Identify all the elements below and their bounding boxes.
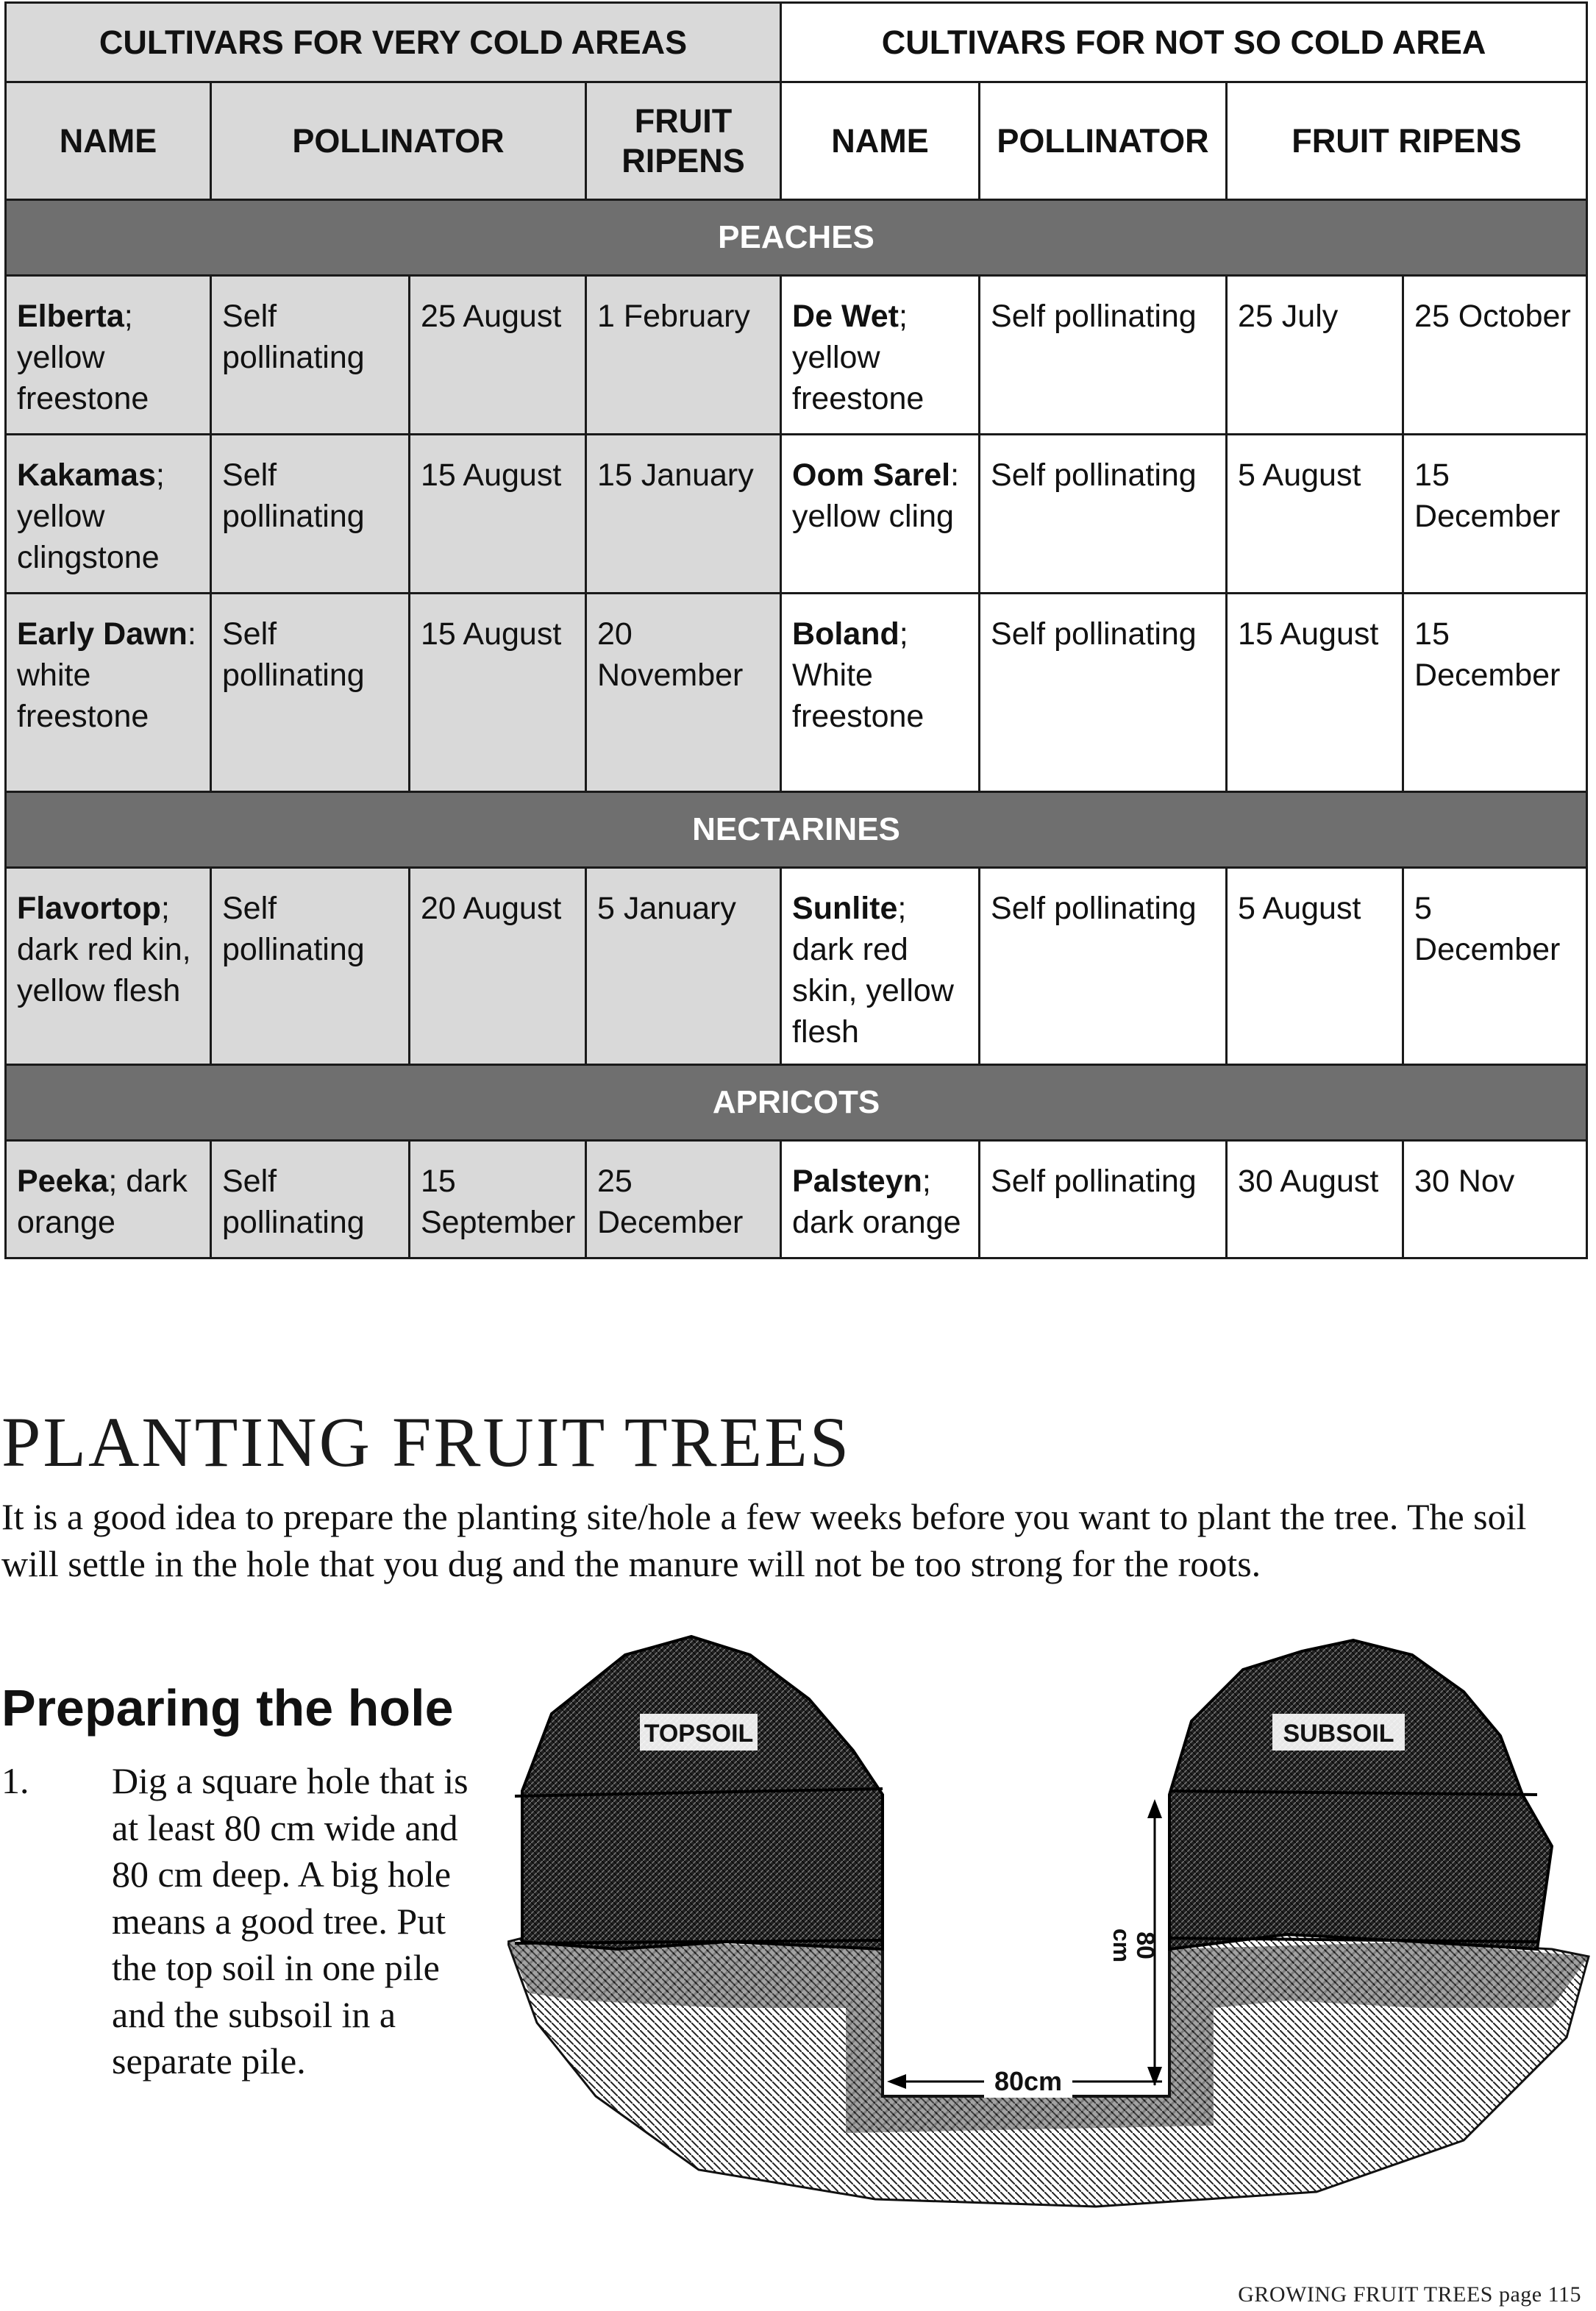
width-label: 80cm xyxy=(994,2066,1063,2096)
ripens-value: 15 January xyxy=(597,457,754,493)
cultivar-name-cell xyxy=(6,435,211,594)
pollinator-value: Self pollinating xyxy=(991,1164,1197,1199)
cultivar-description: ; dark red kin, yellow flesh xyxy=(17,891,191,1008)
date-value: 5 August xyxy=(1238,457,1361,493)
pollinator-cell xyxy=(980,1141,1227,1258)
subsoil-label: SUBSOIL xyxy=(1283,1720,1394,1748)
cultivar-description: ; dark orange xyxy=(792,1164,961,1240)
ripens-cell xyxy=(586,594,781,792)
cultivar-name-cell xyxy=(6,1141,211,1258)
date-cell xyxy=(1227,868,1403,1065)
section-header: NECTARINES xyxy=(6,792,1587,868)
cultivar-description: ; White freestone xyxy=(792,616,925,734)
ripens-cell xyxy=(586,276,781,435)
cultivar-description: ; yellow freestone xyxy=(792,299,925,416)
warm-areas-title: CULTIVARS FOR NOT SO COLD AREA xyxy=(781,3,1587,82)
pollinator-cell xyxy=(211,276,410,435)
subsection-heading: Preparing the hole xyxy=(1,1679,454,1737)
date-cell xyxy=(1227,435,1403,594)
pollinator-value: Self pollinating xyxy=(991,299,1197,334)
date-value: 25 August xyxy=(421,299,562,334)
topsoil-label: TOPSOIL xyxy=(644,1720,754,1748)
cultivar-name-cell xyxy=(6,594,211,792)
intro-paragraph: It is a good idea to prepare the planting site/hole a few weeks before you want to plant the tree. The soil will settle in the hole that you dug and the manure will not be too strong for the roots. xyxy=(1,1496,1527,1584)
cultivar-description: ; dark red skin, yellow flesh xyxy=(792,891,954,1050)
ripens-value: 30 Nov xyxy=(1414,1164,1515,1199)
date-value: 5 August xyxy=(1238,891,1361,926)
date-cell xyxy=(1227,1141,1403,1258)
cultivar-name-cell xyxy=(6,276,211,435)
cultivar-name: Kakamas xyxy=(17,457,156,493)
ripens-cell xyxy=(586,1141,781,1258)
date-value: 15 August xyxy=(421,457,562,493)
pollinator-value: Self pollinating xyxy=(222,299,365,375)
pollinator-cell xyxy=(211,594,410,792)
depth-unit-label: cm xyxy=(1108,1928,1135,1963)
pollinator-value: Self pollinating xyxy=(991,616,1197,652)
date-cell xyxy=(1227,594,1403,792)
cultivar-name: Sunlite xyxy=(792,891,898,926)
date-cell xyxy=(410,435,586,594)
date-value: 25 July xyxy=(1238,299,1339,334)
cultivar-name-cell xyxy=(781,594,980,792)
pollinator-value: Self pollinating xyxy=(222,1164,365,1240)
cultivar-name: Elberta xyxy=(17,299,124,334)
col-header-fruit-ripens: FRUIT RIPENS xyxy=(1227,82,1587,200)
cultivar-name-cell xyxy=(781,435,980,594)
ripens-value: 20 November xyxy=(597,616,744,693)
cultivar-name: Palsteyn xyxy=(792,1164,922,1199)
pollinator-cell xyxy=(211,435,410,594)
date-cell xyxy=(1227,276,1403,435)
table-row xyxy=(6,868,1587,1065)
pollinator-value: Self pollinating xyxy=(222,457,365,534)
col-header-name: NAME xyxy=(781,82,980,200)
ripens-value: 1 February xyxy=(597,299,750,334)
cultivar-name: De Wet xyxy=(792,299,899,334)
section-title: PLANTING FRUIT TREES xyxy=(1,1403,852,1481)
pollinator-cell xyxy=(980,276,1227,435)
col-header-name: NAME xyxy=(6,82,211,200)
cultivar-name: Boland xyxy=(792,616,899,652)
pollinator-value: Self pollinating xyxy=(991,457,1197,493)
section-header: PEACHES xyxy=(6,200,1587,276)
table-row xyxy=(6,435,1587,594)
cultivar-name-cell xyxy=(781,868,980,1065)
col-header-pollinator: POLLINATOR xyxy=(980,82,1227,200)
cultivar-name: Oom Sarel xyxy=(792,457,951,493)
page-footer: GROWING FRUIT TREES page 115 xyxy=(1238,2282,1581,2307)
ripens-value: 15 December xyxy=(1414,457,1561,534)
ripens-value: 25 October xyxy=(1414,299,1571,334)
cultivar-name-cell xyxy=(781,276,980,435)
ripens-value: 15 December xyxy=(1414,616,1561,693)
cultivar-table xyxy=(4,1,1588,1259)
date-value: 15 August xyxy=(1238,616,1379,652)
step-text: Dig a square hole that is at least 80 cm wide and 80 cm deep. A big hole means a good tree. Put the top soil in one pile and the subsoil in a separate pile. xyxy=(112,1760,469,2082)
pollinator-cell xyxy=(211,1141,410,1258)
ripens-cell xyxy=(1403,276,1587,435)
date-cell xyxy=(410,868,586,1065)
ripens-cell xyxy=(1403,435,1587,594)
ripens-cell xyxy=(1403,1141,1587,1258)
date-value: 20 August xyxy=(421,891,562,926)
ripens-cell xyxy=(586,435,781,594)
table-row xyxy=(6,594,1587,792)
cultivar-name-cell xyxy=(781,1141,980,1258)
pollinator-value: Self pollinating xyxy=(991,891,1197,926)
pollinator-cell xyxy=(980,435,1227,594)
ripens-value: 25 December xyxy=(597,1164,744,1240)
cold-areas-title: CULTIVARS FOR VERY COLD AREAS xyxy=(6,3,781,82)
step-number: 1. xyxy=(1,1760,29,1801)
ripens-cell xyxy=(586,868,781,1065)
pollinator-value: Self pollinating xyxy=(222,616,365,693)
planting-hole-illustration xyxy=(507,1625,1596,2214)
cultivar-description: : yellow cling xyxy=(792,457,960,534)
col-header-fruit-ripens: FRUIT RIPENS xyxy=(586,82,781,200)
col-header-pollinator: POLLINATOR xyxy=(211,82,586,200)
list-item xyxy=(1,1758,502,2085)
ripens-cell xyxy=(1403,594,1587,792)
date-cell xyxy=(410,276,586,435)
depth-label: 80 xyxy=(1131,1931,1159,1959)
cultivar-name: Peeka xyxy=(17,1164,109,1199)
step-list xyxy=(1,1758,502,2085)
date-cell xyxy=(410,1141,586,1258)
cultivar-description: ; yellow clingstone xyxy=(17,457,165,575)
cultivar-description: ; yellow freestone xyxy=(17,299,149,416)
cultivar-description: : white freestone xyxy=(17,616,196,734)
date-value: 30 August xyxy=(1238,1164,1379,1199)
ripens-cell xyxy=(1403,868,1587,1065)
cultivar-name: Early Dawn xyxy=(17,616,188,652)
table-row xyxy=(6,276,1587,435)
pollinator-cell xyxy=(980,594,1227,792)
ripens-value: 5 January xyxy=(597,891,736,926)
cultivar-name-cell xyxy=(6,868,211,1065)
pollinator-value: Self pollinating xyxy=(222,891,365,967)
date-value: 15 September xyxy=(421,1164,576,1240)
section-header: APRICOTS xyxy=(6,1065,1587,1141)
pollinator-cell xyxy=(980,868,1227,1065)
date-value: 15 August xyxy=(421,616,562,652)
date-cell xyxy=(410,594,586,792)
pollinator-cell xyxy=(211,868,410,1065)
table-row xyxy=(6,1141,1587,1258)
cultivar-description: ; dark orange xyxy=(17,1164,188,1240)
cultivar-name: Flavortop xyxy=(17,891,161,926)
ripens-value: 5 December xyxy=(1414,891,1561,967)
